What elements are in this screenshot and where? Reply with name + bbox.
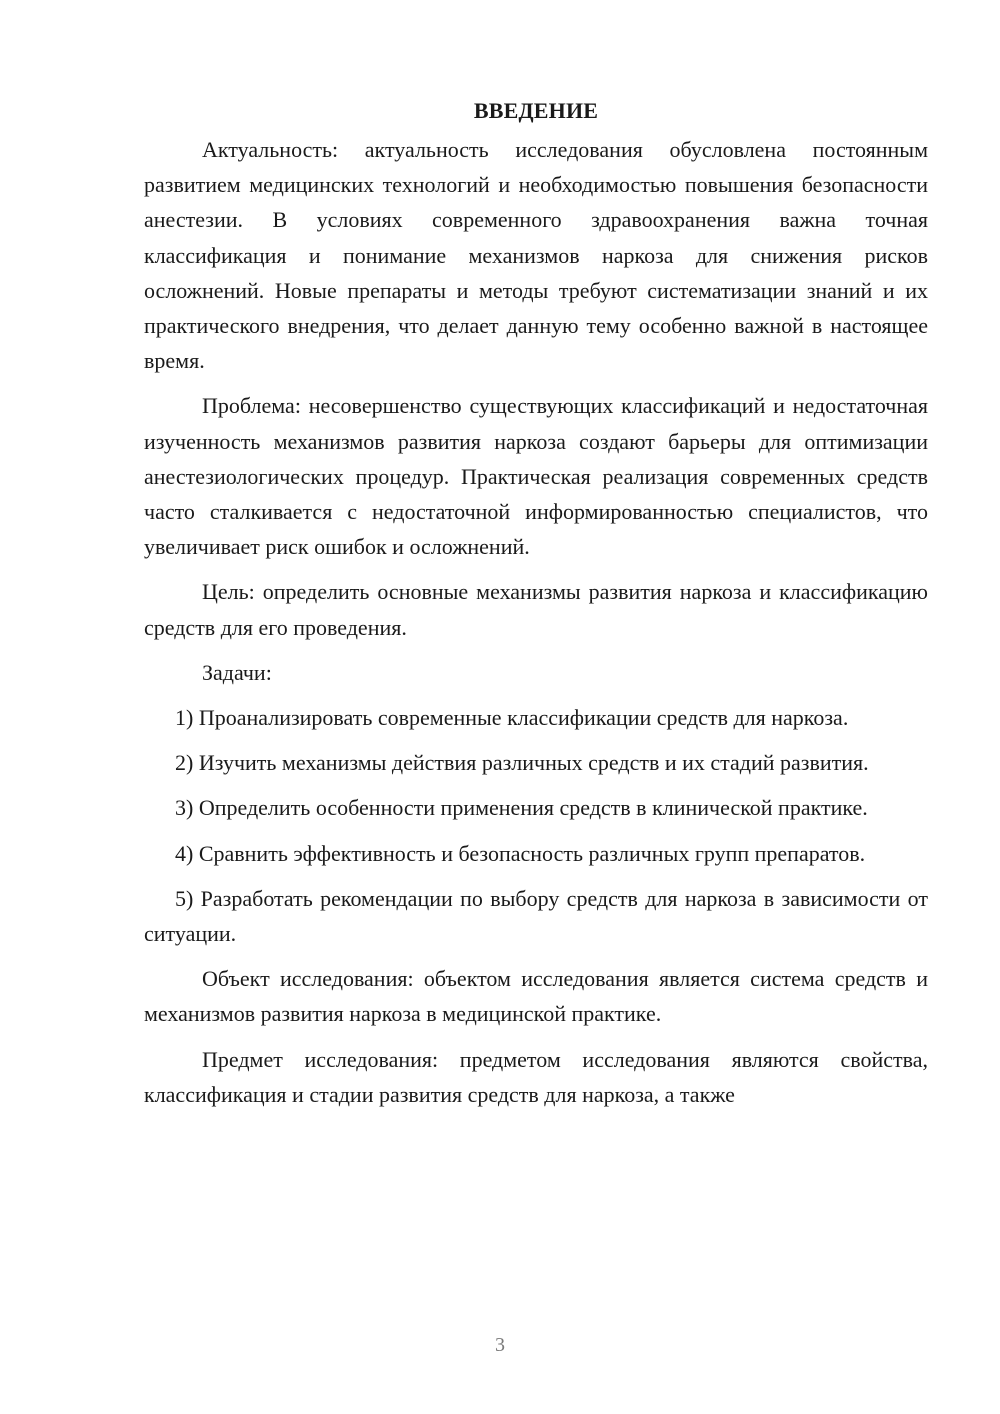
goal-paragraph: Цель: определить основные механизмы развития наркоза и классификацию средств для его проведения.	[144, 579, 928, 640]
relevance-paragraph: Актуальность: актуальность исследования обусловлена постоянным развитием медицинских технологий и необходимостью повышения безопасности анестезии. В условиях современного здравоохранения важна точная классификация и понимание механизмов наркоза для снижения рисков осложнений. Новые препараты и методы требуют систематизации знаний и их практического внедрения, что делает данную тему особенно важной в настоящее время.	[144, 137, 928, 374]
task-item: 2) Изучить механизмы действия различных средств и их стадий развития.	[175, 750, 869, 776]
page-title: ВВЕДЕНИЕ	[473, 98, 599, 123]
tasks-label: Задачи:	[202, 659, 272, 685]
task-item: 5) Разработать рекомендации по выбору средств для наркоза в зависимости от ситуации.	[144, 885, 928, 947]
object-paragraph: Объект исследования: объектом исследования является система средств и механизмов развития наркоза в медицинской практике.	[144, 966, 928, 1027]
task-item: 3) Определить особенности применения средств в клинической практике.	[175, 795, 868, 821]
page-number: 3	[495, 1334, 505, 1356]
subject-paragraph: Предмет исследования: предметом исследования являются свойства, классификация и стадии развития средств для наркоза, а также	[144, 1046, 928, 1107]
task-item: 1) Проанализировать современные классификации средств для наркоза.	[175, 705, 849, 731]
document-page	[144, 96, 928, 1122]
problem-paragraph: Проблема: несовершенство существующих классификаций и недостаточная изученность механизмов развития наркоза создают барьеры для оптимизации анестезиологических процедур. Практическая реализация современных средств часто сталкивается с недостаточной информированностью специалистов, что увеличивает риск ошибок и осложнений.	[144, 393, 928, 560]
task-item: 4) Сравнить эффективность и безопасность различных групп препаратов.	[175, 840, 866, 866]
tasks-list	[144, 700, 928, 951]
